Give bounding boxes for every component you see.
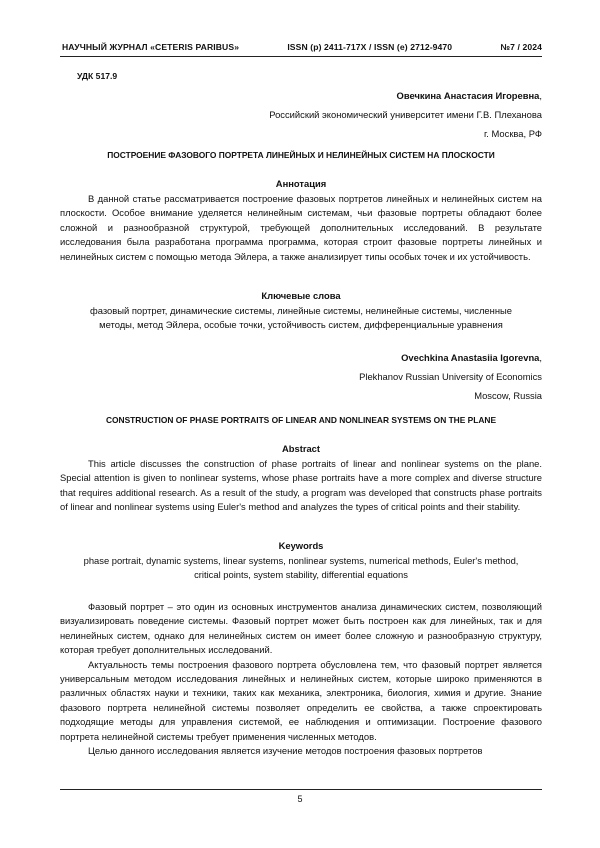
abstract-heading-en: Abstract (281, 443, 321, 454)
header-rule (60, 56, 542, 57)
author-city-en: Moscow, Russia (474, 390, 542, 401)
author-block-en: Ovechkina Anastasiia Igorevna, Plekhanov Russian University of Economics Moscow, Russia (60, 348, 542, 405)
abstract-text-en: This article discusses the construction of phase portraits of linear and nonlinear systems on the plane. Special attention is given to nonlinear systems, whose phase portraits have a more complex and diverse structure that requires additional research. As a result of the study, a program was developed that constructs phase portraits of linear and nonlinear systems using Euler's method and analyzes the types of critical points and their stability. (60, 458, 542, 513)
footer-rule (60, 789, 542, 790)
author-affiliation-en: Plekhanov Russian University of Economics (359, 371, 542, 382)
body-paragraph-1: Фазовый портрет – это один из основных инструментов анализа динамических систем, позволяющий визуализировать поведение системы. Фазовый портрет может быть построен как для линейных, так и для нелинейных систем, однако для нелинейных систем он имеет более сложную и разнообразную структуру, которая требует дополнительных исследований. (60, 601, 542, 656)
keywords-line1-ru: фазовый портрет, динамические системы, линейные системы, нелинейные системы, численные (90, 305, 512, 316)
page-number: 5 (297, 794, 303, 804)
abstract-text-ru: В данной статье рассматривается построение фазовых портретов линейных и нелинейных систем на плоскости. Особое внимание уделяется нелинейным системам, чьи фазовые портреты обладают более сложной и разнообразной структурой, требующей дополнительных исследований. В результате исследования была разработана программа программа, которая строит фазовые портреты линейных и нелинейных систем с помощью метода Эйлера, а также анализирует типы особых точек и их устойчивость. (60, 193, 542, 262)
keywords-line2-ru: методы, метод Эйлера, особые точки, устойчивость систем, дифференциальные уравнения (99, 319, 503, 331)
issn: ISSN (p) 2411-717X / ISSN (e) 2712-9470 (287, 42, 453, 52)
body-paragraph-3: Целью данного исследования является изучение методов построения фазовых портретов (88, 745, 483, 757)
author-name-ru: Овечкина Анастасия Игоревна (396, 90, 540, 101)
author-block-ru: Овечкина Анастасия Игоревна, Российский экономический университет имени Г.В. Плеханова г. Москва, РФ (60, 86, 542, 143)
keywords-heading-ru: Ключевые слова (261, 290, 341, 301)
body-paragraph-2: Актуальность темы построения фазового портрета обусловлена тем, что фазовый портрет является универсальным методом исследования линейных и нелинейных систем, которые широко применяются в различных областях науки и техники, таких как механика, электроника, биология, химия и другие. Знание фазового портрета нелинейной системы позволяет определить ее свойства, а также спроектировать подходящие методы для управления системой, ее наблюдения и оптимизации. Построение фазового портрета нелинейной системы требует применения численных методов. (60, 658, 542, 742)
abstract-heading-ru: Аннотация (275, 178, 327, 189)
udk-code: УДК 517.9 (77, 71, 118, 81)
article-body (60, 600, 542, 758)
running-header (62, 42, 542, 52)
title-en: CONSTRUCTION OF PHASE PORTRAITS OF LINEAR AND NONLINEAR SYSTEMS ON THE PLANE (105, 415, 497, 425)
journal-name: НАУЧНЫЙ ЖУРНАЛ «CETERIS PARIBUS» (62, 42, 240, 52)
author-name-en: Ovechkina Anastasiia Igorevna (401, 352, 540, 363)
author-affiliation-ru: Российский экономический университет имени Г.В. Плеханова (269, 109, 542, 120)
keywords-heading-en: Keywords (278, 540, 324, 551)
keywords-line2-en: critical points, system stability, differential equations (194, 569, 408, 581)
author-city-ru: г. Москва, РФ (484, 128, 542, 139)
keywords-line1-en: phase portrait, dynamic systems, linear systems, nonlinear systems, numerical methods, Euler's method, (83, 555, 519, 566)
title-ru: ПОСТРОЕНИЕ ФАЗОВОГО ПОРТРЕТА ЛИНЕЙНЫХ И НЕЛИНЕЙНЫХ СИСТЕМ НА ПЛОСКОСТИ (107, 150, 495, 160)
issue-number: №7 / 2024 (500, 42, 542, 52)
